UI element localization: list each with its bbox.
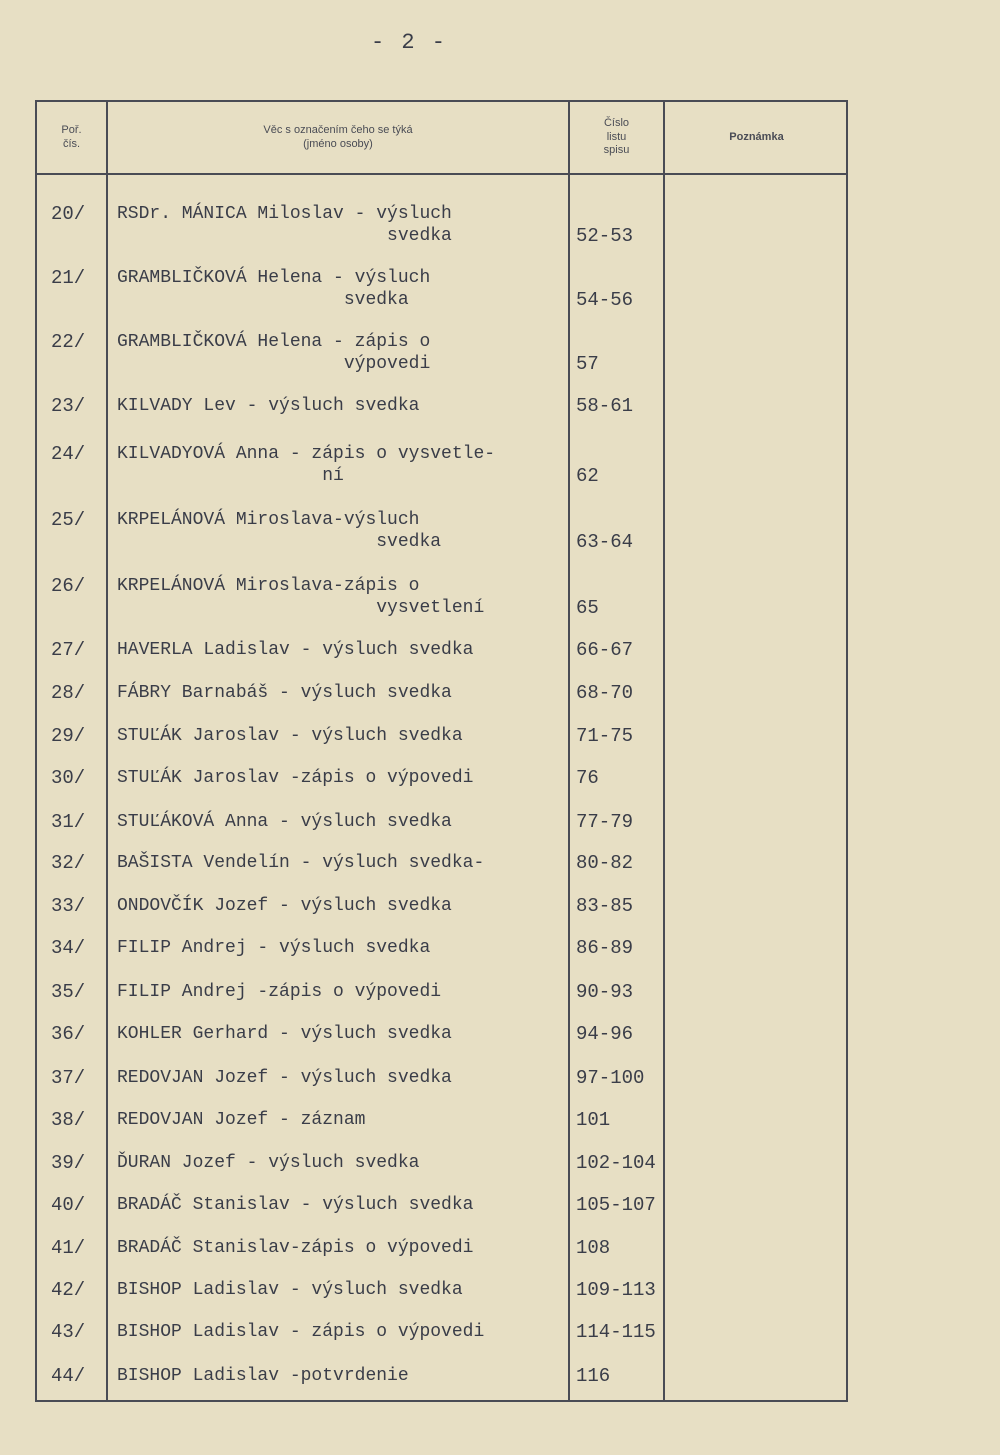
row-sheet-numbers: 109-113 xyxy=(576,1279,656,1301)
row-number: 35/ xyxy=(51,981,86,1003)
row-subject-line: RSDr. MÁNICA Miloslav - výsluch xyxy=(117,204,452,224)
row-subject-line: svedka xyxy=(117,226,452,246)
row-subject-line: BISHOP Ladislav - zápis o výpovedi xyxy=(117,1322,485,1342)
row-subject-line: KILVADY Lev - výsluch svedka xyxy=(117,396,420,416)
row-sheet-numbers: 63-64 xyxy=(576,531,634,553)
row-sheet-numbers: 114-115 xyxy=(576,1321,656,1343)
row-subject-line: REDOVJAN Jozef - záznam xyxy=(117,1110,366,1130)
header-number-line: čís. xyxy=(62,137,81,150)
row-subject-line: KOHLER Gerhard - výsluch svedka xyxy=(117,1024,452,1044)
row-number: 34/ xyxy=(51,937,86,959)
row-subject-line: výpovedi xyxy=(117,354,431,374)
row-subject xyxy=(117,331,572,375)
row-subject-line: ní xyxy=(117,466,344,486)
row-sheet-numbers: 90-93 xyxy=(576,981,634,1003)
row-subject-line: REDOVJAN Jozef - výsluch svedka xyxy=(117,1068,452,1088)
row-sheet-numbers: 76 xyxy=(576,767,599,789)
row-sheet-numbers: 102-104 xyxy=(576,1152,656,1174)
row-number: 28/ xyxy=(51,682,86,704)
row-subject-line: STUĽÁK Jaroslav - výsluch svedka xyxy=(117,726,463,746)
row-subject-line: FILIP Andrej - výsluch svedka xyxy=(117,938,431,958)
row-number: 37/ xyxy=(51,1067,86,1089)
header-divider xyxy=(37,173,846,175)
row-sheet-numbers: 83-85 xyxy=(576,895,634,917)
row-sheet-numbers: 58-61 xyxy=(576,395,634,417)
row-sheet-numbers: 71-75 xyxy=(576,725,634,747)
row-sheet-numbers: 66-67 xyxy=(576,639,634,661)
row-subject xyxy=(117,575,572,619)
row-subject xyxy=(117,267,572,311)
row-subject xyxy=(117,1237,572,1259)
row-subject xyxy=(117,1023,572,1045)
header-notes-label: Poznámka xyxy=(729,130,784,143)
row-number: 30/ xyxy=(51,767,86,789)
row-sheet-numbers: 77-79 xyxy=(576,811,634,833)
row-subject-line: svedka xyxy=(117,532,442,552)
row-subject xyxy=(117,1109,572,1131)
row-subject xyxy=(117,639,572,661)
row-subject xyxy=(117,1067,572,1089)
row-sheet-numbers: 68-70 xyxy=(576,682,634,704)
row-subject-line: vysvetlení xyxy=(117,598,485,618)
row-number: 44/ xyxy=(51,1365,86,1387)
row-number: 38/ xyxy=(51,1109,86,1131)
row-sheet-numbers: 62 xyxy=(576,465,599,487)
row-number: 26/ xyxy=(51,575,86,597)
row-subject-line: ĎURAN Jozef - výsluch svedka xyxy=(117,1153,420,1173)
row-subject xyxy=(117,443,572,487)
row-subject-line: ONDOVČÍK Jozef - výsluch svedka xyxy=(117,896,452,916)
row-subject xyxy=(117,682,572,704)
row-number: 29/ xyxy=(51,725,86,747)
row-subject xyxy=(117,509,572,553)
header-number xyxy=(37,102,106,173)
register-table xyxy=(35,100,848,1402)
row-number: 33/ xyxy=(51,895,86,917)
row-subject xyxy=(117,981,572,1003)
row-subject xyxy=(117,937,572,959)
row-subject xyxy=(117,895,572,917)
row-subject xyxy=(117,203,572,247)
row-subject-line: FÁBRY Barnabáš - výsluch svedka xyxy=(117,683,452,703)
row-subject-line: BAŠISTA Vendelín - výsluch svedka- xyxy=(117,853,485,873)
row-subject xyxy=(117,1321,572,1343)
row-subject-line: KRPELÁNOVÁ Miroslava-výsluch xyxy=(117,510,420,530)
row-sheet-numbers: 97-100 xyxy=(576,1067,645,1089)
row-subject xyxy=(117,725,572,747)
row-subject xyxy=(117,1152,572,1174)
row-subject-line: BISHOP Ladislav - výsluch svedka xyxy=(117,1280,463,1300)
row-number: 42/ xyxy=(51,1279,86,1301)
row-sheet-numbers: 65 xyxy=(576,597,599,619)
header-sheet-line: Číslo xyxy=(603,116,630,129)
header-subject xyxy=(108,102,568,173)
row-subject-line: FILIP Andrej -zápis o výpovedi xyxy=(117,982,442,1002)
header-number-line: Poř. xyxy=(61,123,82,136)
row-number: 39/ xyxy=(51,1152,86,1174)
page-number: - 2 - xyxy=(370,30,447,55)
row-subject-line: BRADÁČ Stanislav-zápis o výpovedi xyxy=(117,1238,474,1258)
row-number: 43/ xyxy=(51,1321,86,1343)
row-subject-line: GRAMBLIČKOVÁ Helena - zápis o xyxy=(117,332,431,352)
row-subject-line: BISHOP Ladislav -potvrdenie xyxy=(117,1366,409,1386)
row-number: 41/ xyxy=(51,1237,86,1259)
row-subject xyxy=(117,1279,572,1301)
row-number: 24/ xyxy=(51,443,86,465)
row-number: 20/ xyxy=(51,203,86,225)
row-number: 25/ xyxy=(51,509,86,531)
row-subject-line: KILVADYOVÁ Anna - zápis o vysvetle- xyxy=(117,444,496,464)
row-sheet-numbers: 57 xyxy=(576,353,599,375)
row-sheet-numbers: 80-82 xyxy=(576,852,634,874)
row-subject xyxy=(117,767,572,789)
row-number: 27/ xyxy=(51,639,86,661)
row-number: 21/ xyxy=(51,267,86,289)
row-sheet-numbers: 86-89 xyxy=(576,937,634,959)
row-number: 31/ xyxy=(51,811,86,833)
row-sheet-numbers: 52-53 xyxy=(576,225,634,247)
row-sheet-numbers: 116 xyxy=(576,1365,611,1387)
row-subject xyxy=(117,395,572,417)
header-subject-line: Věc s označením čeho se týká xyxy=(263,123,413,136)
row-sheet-numbers: 54-56 xyxy=(576,289,634,311)
row-subject-line: STUĽÁKOVÁ Anna - výsluch svedka xyxy=(117,812,452,832)
header-sheet-line: listu xyxy=(606,130,627,143)
row-subject xyxy=(117,852,572,874)
row-subject-line: HAVERLA Ladislav - výsluch svedka xyxy=(117,640,474,660)
row-number: 40/ xyxy=(51,1194,86,1216)
header-sheet-line: spisu xyxy=(603,144,630,157)
row-subject-line: KRPELÁNOVÁ Miroslava-zápis o xyxy=(117,576,420,596)
row-subject-line: BRADÁČ Stanislav - výsluch svedka xyxy=(117,1195,474,1215)
row-sheet-numbers: 108 xyxy=(576,1237,611,1259)
row-subject xyxy=(117,811,572,833)
header-notes xyxy=(665,102,848,173)
row-number: 36/ xyxy=(51,1023,86,1045)
header-subject-line: (jméno osoby) xyxy=(303,137,373,150)
row-subject-line: svedka xyxy=(117,290,409,310)
header-sheet-number xyxy=(570,102,663,173)
row-subject-line: GRAMBLIČKOVÁ Helena - výsluch xyxy=(117,268,431,288)
row-sheet-numbers: 101 xyxy=(576,1109,611,1131)
row-number: 22/ xyxy=(51,331,86,353)
row-number: 32/ xyxy=(51,852,86,874)
row-subject-line: STUĽÁK Jaroslav -zápis o výpovedi xyxy=(117,768,474,788)
row-subject xyxy=(117,1365,572,1387)
row-number: 23/ xyxy=(51,395,86,417)
row-subject xyxy=(117,1194,572,1216)
row-sheet-numbers: 94-96 xyxy=(576,1023,634,1045)
row-sheet-numbers: 105-107 xyxy=(576,1194,656,1216)
